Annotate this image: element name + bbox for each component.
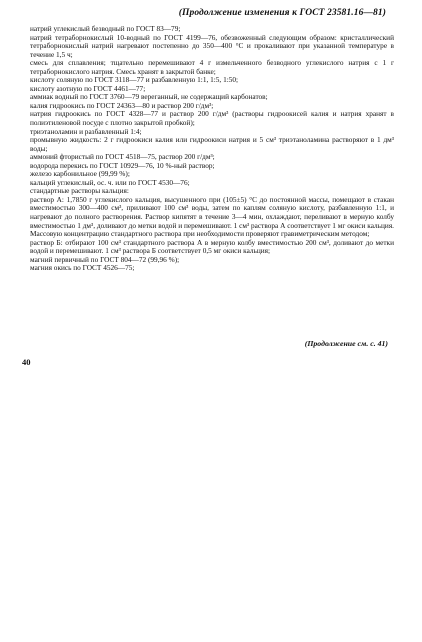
reagent-item: магний первичный по ГОСТ 804—72 (99,96 %); — [30, 254, 180, 264]
reagent-item: промывную жидкость: 2 г гидроокиси калия или гидроокиси натрия и 5 см³ триэтаноламина растворяют в 1 дм³ воды; — [30, 135, 394, 153]
reagent-item: водорода перекись по ГОСТ 10929—76, 10 %-ный раствор; — [30, 160, 215, 170]
solution-b-paragraph: раствор Б: отбирают 100 см³ стандартного раствора А в мерную колбу вместимостью 200 см³, доливают до метки водой и перемешивают. 1 см³ раствора Б соответствует 0,5 мг окиси кальция; — [30, 237, 394, 256]
reagent-item: калия гидроокись по ГОСТ 24363—80 и раствор 200 г/дм³; — [30, 100, 214, 110]
continuation-note: (Продолжение см. с. 41) — [304, 339, 388, 348]
page-number: 40 — [22, 357, 31, 367]
reagent-item: натрия гидроокись по ГОСТ 4328—77 и раствор 200 г/дм³ (растворы гидроокисей калия и натрия хранят в полиэтиленовой посуде с плотно закрытой пробкой); — [30, 109, 394, 128]
reagent-item: аммоний фтористый по ГОСТ 4518—75, раствор 200 г/дм³; — [30, 152, 215, 162]
document-body — [30, 25, 394, 273]
reagent-item: магния окись по ГОСТ 4526—75; — [30, 263, 135, 273]
reagent-item: стандартные растворы кальция: — [30, 186, 129, 196]
reagent-item: натрий углекислый безводный по ГОСТ 83—79; — [30, 24, 181, 33]
solution-a-paragraph: раствор А: 1,7850 г углекислого кальция, высушенного при (105±5) °С до постоянной массы, помещают в стакан вместимостью 300—400 см³, приливают 100 см³ воды, затем по каплям соляную кислоту, разбавленную 1:1, и нагревают до полного растворения. Раствор кипятят в течение 3—4 мин, охлаждают, переливают в мерную колбу вместимостью 1 дм³, доливают до метки водой и перемешивают. 1 см³ раствора А соответствует 1 мг окиси кальция. Массовую концентрацию стандартного раствора при необходимости проверяют гравиметрическим методом; — [30, 194, 394, 239]
reagent-item: железо карбонильное (99,99 %); — [30, 169, 130, 179]
reagent-item: аммиак водный по ГОСТ 3760—79 вереганный, не содержащий карбонатов; — [30, 92, 268, 102]
reagent-item: триэтаноламин и разбавленный 1:4; — [30, 126, 142, 136]
page-header: (Продолжение изменения к ГОСТ 23581.16—81) — [178, 8, 386, 18]
reagent-item: кислоту соляную по ГОСТ 3118—77 и разбавленную 1:1, 1:5, 1:50; — [30, 75, 239, 85]
reagent-item: натрий тетраборнокислый 10-водный по ГОСТ 4199—76, обезвоженный следующим образом: кристаллический тетраборнокислый натрий нагревают постепенно до 350—400 °С и прокаливают при указанной температуре в течение 1,5 ч; — [30, 32, 394, 59]
reagent-item: кислоту азотную по ГОСТ 4461—77; — [30, 83, 146, 93]
reagent-item: кальций углекислый, ос. ч. или по ГОСТ 4530—76; — [30, 177, 190, 187]
reagent-item: смесь для сплавления; тщательно перемешивают 4 г измельченного безводного углекислого натрия с 1 г тетраборнокислого натрия. Смесь хранят в закрытой банке; — [30, 58, 394, 76]
